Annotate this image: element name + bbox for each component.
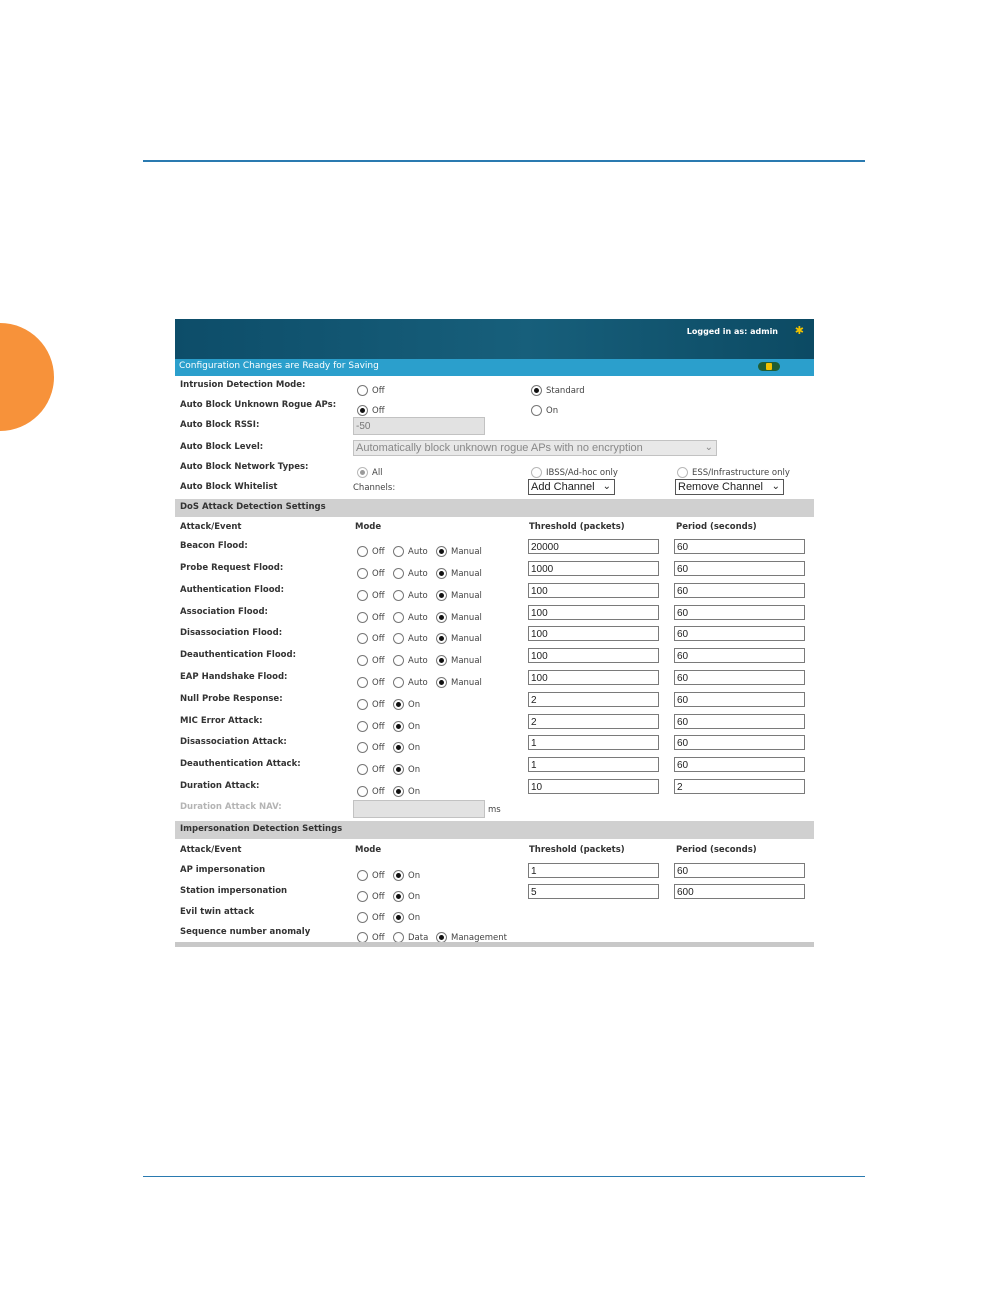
period-input[interactable]: 60 bbox=[674, 648, 805, 663]
impersonation-row bbox=[175, 904, 814, 924]
radio-icon[interactable] bbox=[677, 467, 688, 478]
network-ibss-option[interactable]: IBSS/Ad-hoc only bbox=[531, 462, 618, 476]
period-input[interactable]: 60 bbox=[674, 692, 805, 707]
mode-off-option[interactable]: Off bbox=[357, 628, 385, 642]
radio-icon[interactable] bbox=[393, 655, 404, 666]
radio-icon[interactable] bbox=[357, 870, 368, 881]
radio-icon[interactable] bbox=[393, 633, 404, 644]
mode-manual-option[interactable]: Manual bbox=[436, 541, 482, 555]
radio-selected-icon[interactable] bbox=[436, 677, 447, 688]
dos-row-label: Beacon Flood: bbox=[180, 541, 248, 551]
radio-selected-icon[interactable] bbox=[393, 721, 404, 732]
duration-nav-input[interactable] bbox=[353, 800, 485, 818]
impersonation-row bbox=[175, 862, 814, 882]
mode-on-option[interactable]: On bbox=[393, 865, 420, 879]
radio-icon[interactable] bbox=[357, 786, 368, 797]
mode-on-option[interactable]: On bbox=[393, 907, 420, 921]
logged-in-label: Logged in as: admin bbox=[686, 327, 778, 336]
mode-on-option[interactable]: On bbox=[393, 886, 420, 900]
radio-icon[interactable] bbox=[393, 677, 404, 688]
dos-column-headers bbox=[175, 518, 814, 538]
threshold-input[interactable]: 1 bbox=[528, 757, 659, 772]
impersonation-row-label: Station impersonation bbox=[180, 886, 288, 896]
dos-row bbox=[175, 669, 814, 689]
duration-nav-row bbox=[175, 799, 814, 819]
chevron-down-icon: ⌄ bbox=[771, 481, 780, 492]
threshold-input[interactable]: 5 bbox=[528, 884, 659, 899]
dos-row-label: EAP Handshake Flood: bbox=[180, 672, 288, 682]
threshold-input[interactable]: 100 bbox=[528, 648, 659, 663]
mode-auto-option[interactable]: Auto bbox=[393, 585, 428, 599]
dos-row bbox=[175, 625, 814, 645]
impersonation-section-header bbox=[175, 821, 814, 839]
mode-off-option[interactable]: Off bbox=[357, 541, 385, 555]
mode-manual-option[interactable]: Manual bbox=[436, 672, 482, 686]
auto-block-whitelist-label: Auto Block Whitelist bbox=[180, 482, 278, 492]
bottom-rule bbox=[143, 1176, 865, 1177]
mode-off-option[interactable]: Off bbox=[357, 927, 385, 941]
chevron-down-icon: ⌄ bbox=[602, 481, 611, 492]
mode-off-option[interactable]: Off bbox=[357, 585, 385, 599]
duration-nav-label: Duration Attack NAV: bbox=[180, 802, 282, 812]
radio-icon[interactable] bbox=[357, 677, 368, 688]
intrusion-mode-row bbox=[175, 377, 814, 397]
ids-settings-panel bbox=[175, 319, 814, 948]
impersonation-row bbox=[175, 924, 814, 944]
mode-off-option[interactable]: Off bbox=[357, 907, 385, 921]
threshold-input[interactable]: 1 bbox=[528, 735, 659, 750]
period-input[interactable]: 60 bbox=[674, 626, 805, 641]
radio-icon[interactable] bbox=[357, 912, 368, 923]
dos-row bbox=[175, 560, 814, 580]
col-threshold: Threshold (packets) bbox=[529, 845, 625, 855]
network-all-option[interactable]: All bbox=[357, 462, 383, 476]
auto-block-rssi-input[interactable]: -50 bbox=[353, 417, 485, 435]
dos-row bbox=[175, 647, 814, 667]
auto-block-level-select[interactable]: Automatically block unknown rogue APs with no encryption ⌄ bbox=[353, 440, 717, 456]
dos-row bbox=[175, 713, 814, 733]
period-input[interactable]: 60 bbox=[674, 735, 805, 750]
mode-off-option[interactable]: Off bbox=[357, 607, 385, 621]
auto-block-network-label: Auto Block Network Types: bbox=[180, 462, 309, 472]
radio-selected-icon[interactable] bbox=[393, 742, 404, 753]
auto-block-level-row bbox=[175, 439, 814, 459]
mode-auto-option[interactable]: Auto bbox=[393, 563, 428, 577]
dos-row-label: Authentication Flood: bbox=[180, 585, 285, 595]
col-mode: Mode bbox=[355, 522, 382, 532]
dos-row-label: Probe Request Flood: bbox=[180, 563, 284, 573]
col-attack-event: Attack/Event bbox=[180, 522, 242, 532]
top-rule bbox=[143, 160, 865, 162]
mode-auto-option[interactable]: Auto bbox=[393, 541, 428, 555]
radio-selected-icon[interactable] bbox=[393, 912, 404, 923]
gear-icon[interactable]: ✱ bbox=[794, 324, 804, 337]
dos-row-label: Disassociation Flood: bbox=[180, 628, 283, 638]
period-input[interactable]: 60 bbox=[674, 561, 805, 576]
mode-off-option[interactable]: Off bbox=[357, 759, 385, 773]
threshold-input[interactable]: 1 bbox=[528, 863, 659, 878]
mode-on-option[interactable]: On bbox=[393, 694, 420, 708]
add-channel-select[interactable]: Add Channel ⌄ bbox=[528, 479, 615, 495]
radio-selected-icon[interactable] bbox=[436, 568, 447, 579]
threshold-input[interactable]: 2 bbox=[528, 714, 659, 729]
mode-auto-option[interactable]: Auto bbox=[393, 650, 428, 664]
dos-row bbox=[175, 734, 814, 754]
col-mode: Mode bbox=[355, 845, 382, 855]
auto-block-network-row bbox=[175, 459, 814, 479]
radio-icon[interactable] bbox=[357, 633, 368, 644]
auto-block-off-option[interactable]: Off bbox=[357, 400, 385, 414]
radio-icon[interactable] bbox=[357, 699, 368, 710]
radio-selected-icon[interactable] bbox=[393, 699, 404, 710]
dos-row bbox=[175, 538, 814, 558]
threshold-input[interactable]: 100 bbox=[528, 626, 659, 641]
auto-block-whitelist-row bbox=[175, 479, 814, 499]
panel-bottom-border bbox=[175, 942, 814, 947]
radio-icon[interactable] bbox=[357, 742, 368, 753]
radio-icon[interactable] bbox=[357, 655, 368, 666]
app-header bbox=[175, 319, 814, 359]
period-input[interactable]: 2 bbox=[674, 779, 805, 794]
radio-selected-icon[interactable] bbox=[436, 655, 447, 666]
radio-selected-icon[interactable] bbox=[357, 405, 368, 416]
threshold-input[interactable]: 2 bbox=[528, 692, 659, 707]
radio-icon[interactable] bbox=[531, 405, 542, 416]
radio-icon[interactable] bbox=[357, 612, 368, 623]
impersonation-section-title: Impersonation Detection Settings bbox=[180, 824, 343, 834]
auto-block-unknown-row bbox=[175, 397, 814, 417]
config-changes-bar bbox=[175, 359, 814, 376]
mode-off-option[interactable]: Off bbox=[357, 737, 385, 751]
radio-selected-icon[interactable] bbox=[393, 786, 404, 797]
auto-block-level-label: Auto Block Level: bbox=[180, 442, 264, 452]
period-input[interactable]: 60 bbox=[674, 863, 805, 878]
impersonation-row bbox=[175, 883, 814, 903]
remove-channel-select[interactable]: Remove Channel ⌄ bbox=[675, 479, 784, 495]
auto-block-rssi-row bbox=[175, 417, 814, 437]
dos-section-title: DoS Attack Detection Settings bbox=[180, 502, 326, 512]
radio-icon[interactable] bbox=[357, 764, 368, 775]
mode-off-option[interactable]: Off bbox=[357, 650, 385, 664]
save-config-icon[interactable] bbox=[758, 362, 780, 371]
col-period: Period (seconds) bbox=[676, 522, 757, 532]
threshold-input[interactable]: 100 bbox=[528, 583, 659, 598]
network-ess-option[interactable]: ESS/Infrastructure only bbox=[677, 462, 790, 476]
mode-manual-option[interactable]: Manual bbox=[436, 607, 482, 621]
col-threshold: Threshold (packets) bbox=[529, 522, 625, 532]
radio-icon[interactable] bbox=[393, 590, 404, 601]
radio-selected-icon[interactable] bbox=[436, 546, 447, 557]
auto-block-unknown-label: Auto Block Unknown Rogue APs: bbox=[180, 400, 337, 410]
period-input[interactable]: 60 bbox=[674, 539, 805, 554]
channels-label: Channels: bbox=[353, 483, 396, 493]
radio-icon[interactable] bbox=[393, 568, 404, 579]
threshold-input[interactable]: 20000 bbox=[528, 539, 659, 554]
mode-data-option[interactable]: Data bbox=[393, 927, 428, 941]
intrusion-mode-standard-option[interactable]: Standard bbox=[531, 380, 585, 394]
radio-selected-icon[interactable] bbox=[393, 891, 404, 902]
radio-icon[interactable] bbox=[393, 546, 404, 557]
impersonation-column-headers bbox=[175, 841, 814, 861]
auto-block-rssi-label: Auto Block RSSI: bbox=[180, 420, 260, 430]
intrusion-mode-off-option[interactable]: Off bbox=[357, 380, 385, 394]
duration-nav-unit: ms bbox=[488, 805, 501, 815]
radio-selected-icon[interactable] bbox=[436, 633, 447, 644]
radio-selected-icon[interactable] bbox=[436, 612, 447, 623]
chapter-tab-marker bbox=[0, 323, 54, 431]
dos-row-label: Deauthentication Attack: bbox=[180, 759, 301, 769]
threshold-input[interactable]: 1000 bbox=[528, 561, 659, 576]
radio-selected-icon[interactable] bbox=[357, 467, 368, 478]
mode-off-option[interactable]: Off bbox=[357, 865, 385, 879]
radio-selected-icon[interactable] bbox=[393, 764, 404, 775]
dos-row bbox=[175, 756, 814, 776]
dos-row bbox=[175, 604, 814, 624]
dos-section-header bbox=[175, 499, 814, 517]
chevron-down-icon: ⌄ bbox=[704, 442, 713, 453]
dos-row-label: Null Probe Response: bbox=[180, 694, 283, 704]
mode-off-option[interactable]: Off bbox=[357, 886, 385, 900]
mode-management-option[interactable]: Management bbox=[436, 927, 507, 941]
dos-row-label: MIC Error Attack: bbox=[180, 716, 263, 726]
mode-manual-option[interactable]: Manual bbox=[436, 628, 482, 642]
period-input[interactable]: 60 bbox=[674, 670, 805, 685]
period-input[interactable]: 60 bbox=[674, 583, 805, 598]
col-attack-event: Attack/Event bbox=[180, 845, 242, 855]
radio-selected-icon[interactable] bbox=[393, 870, 404, 881]
radio-selected-icon[interactable] bbox=[531, 385, 542, 396]
radio-icon[interactable] bbox=[357, 385, 368, 396]
dos-row-label: Disassociation Attack: bbox=[180, 737, 287, 747]
auto-block-on-option[interactable]: On bbox=[531, 400, 558, 414]
mode-on-option[interactable]: On bbox=[393, 781, 420, 795]
dos-row-label: Deauthentication Flood: bbox=[180, 650, 296, 660]
mode-auto-option[interactable]: Auto bbox=[393, 607, 428, 621]
dos-row-label: Duration Attack: bbox=[180, 781, 260, 791]
period-input[interactable]: 600 bbox=[674, 884, 805, 899]
impersonation-row-label: AP impersonation bbox=[180, 865, 266, 875]
mode-manual-option[interactable]: Manual bbox=[436, 563, 482, 577]
impersonation-row-label: Evil twin attack bbox=[180, 907, 255, 917]
radio-selected-icon[interactable] bbox=[436, 590, 447, 601]
col-period: Period (seconds) bbox=[676, 845, 757, 855]
mode-off-option[interactable]: Off bbox=[357, 694, 385, 708]
mode-on-option[interactable]: On bbox=[393, 737, 420, 751]
radio-icon[interactable] bbox=[357, 590, 368, 601]
impersonation-row-label: Sequence number anomaly bbox=[180, 927, 311, 937]
dos-row bbox=[175, 691, 814, 711]
mode-off-option[interactable]: Off bbox=[357, 563, 385, 577]
mode-manual-option[interactable]: Manual bbox=[436, 585, 482, 599]
radio-icon[interactable] bbox=[357, 721, 368, 732]
dos-row-label: Association Flood: bbox=[180, 607, 268, 617]
mode-auto-option[interactable]: Auto bbox=[393, 672, 428, 686]
threshold-input[interactable]: 100 bbox=[528, 670, 659, 685]
mode-off-option[interactable]: Off bbox=[357, 716, 385, 730]
period-input[interactable]: 60 bbox=[674, 714, 805, 729]
radio-icon[interactable] bbox=[393, 612, 404, 623]
radio-icon[interactable] bbox=[357, 568, 368, 579]
period-input[interactable]: 60 bbox=[674, 605, 805, 620]
threshold-input[interactable]: 100 bbox=[528, 605, 659, 620]
config-changes-message: Configuration Changes are Ready for Saving bbox=[179, 361, 379, 371]
radio-icon[interactable] bbox=[357, 546, 368, 557]
dos-row bbox=[175, 778, 814, 798]
mode-on-option[interactable]: On bbox=[393, 716, 420, 730]
mode-off-option[interactable]: Off bbox=[357, 781, 385, 795]
dos-row bbox=[175, 582, 814, 602]
mode-on-option[interactable]: On bbox=[393, 759, 420, 773]
period-input[interactable]: 60 bbox=[674, 757, 805, 772]
mode-auto-option[interactable]: Auto bbox=[393, 628, 428, 642]
radio-icon[interactable] bbox=[357, 891, 368, 902]
mode-manual-option[interactable]: Manual bbox=[436, 650, 482, 664]
intrusion-mode-label: Intrusion Detection Mode: bbox=[180, 380, 306, 390]
radio-icon[interactable] bbox=[531, 467, 542, 478]
mode-off-option[interactable]: Off bbox=[357, 672, 385, 686]
threshold-input[interactable]: 10 bbox=[528, 779, 659, 794]
